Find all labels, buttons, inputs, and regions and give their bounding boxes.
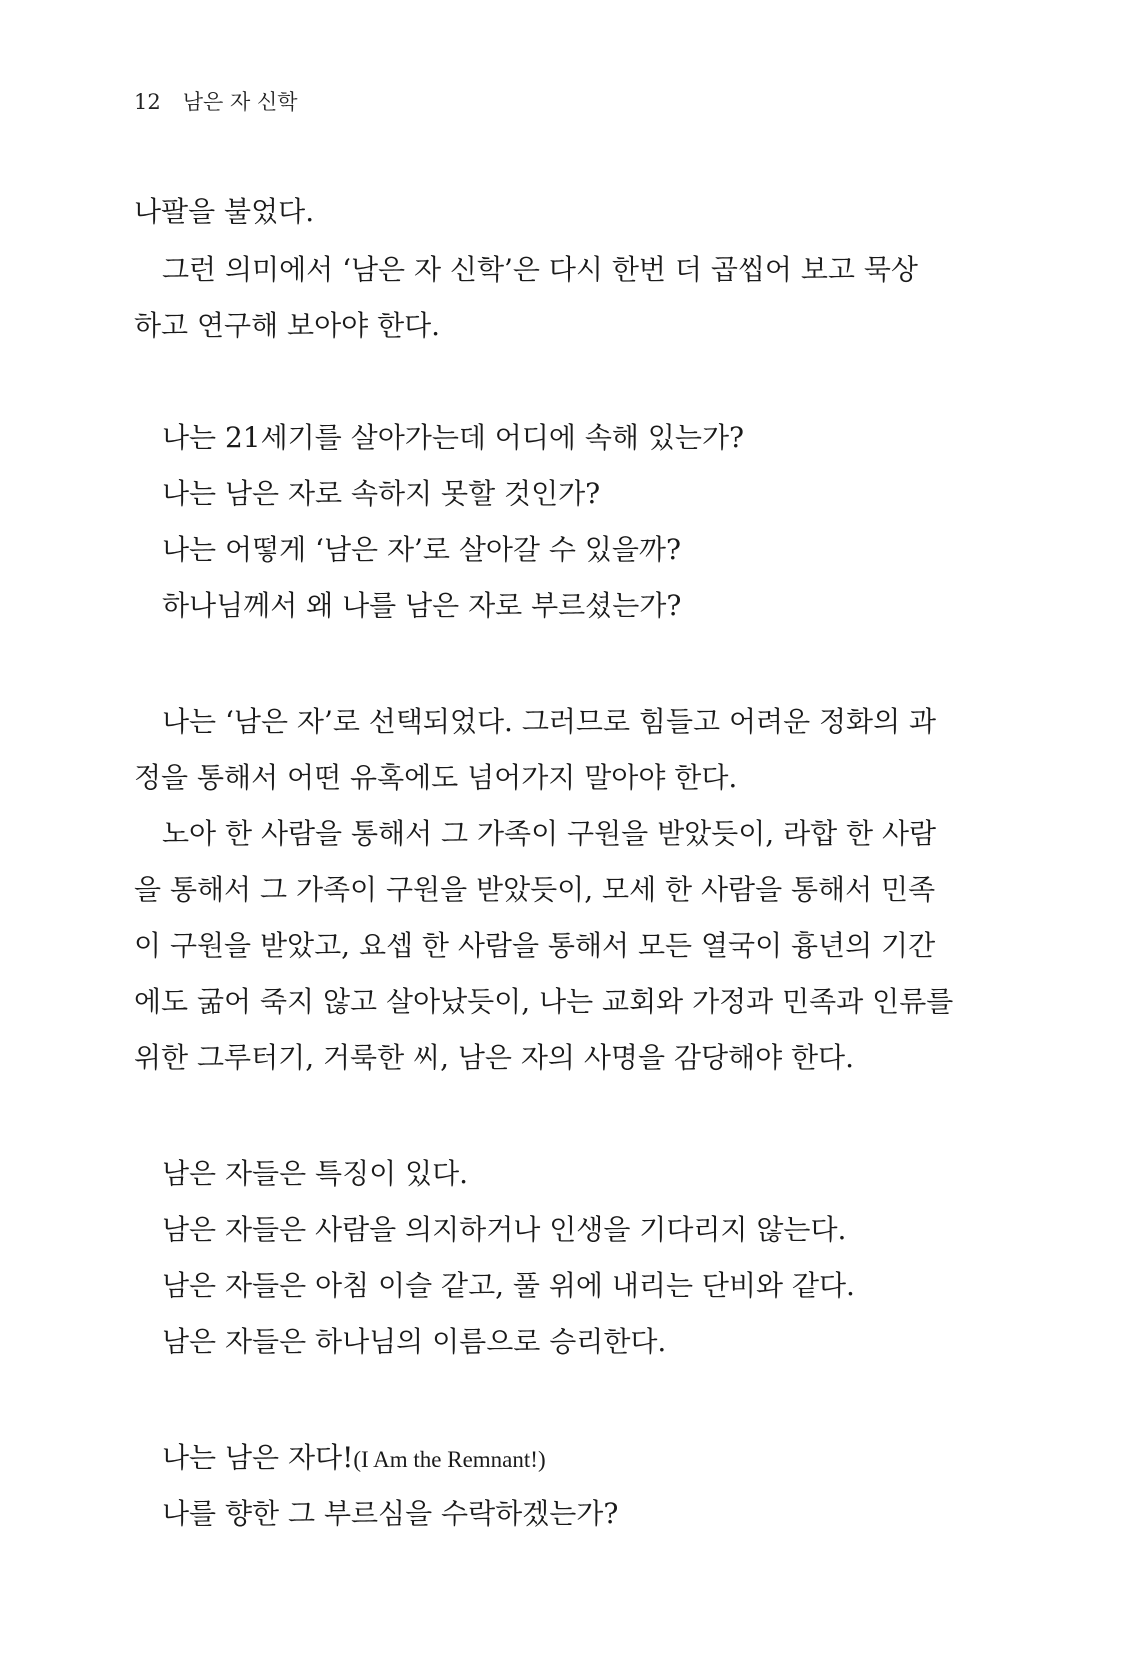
text-line [162,1438,546,1480]
text-line: 이 구원을 받았고, 요셉 한 사람을 통해서 모든 열국이 흉년의 기간 [134,929,936,962]
running-header [134,86,298,116]
text-line: 나는 남은 자로 속하지 못할 것인가? [162,477,601,510]
text-line: 남은 자들은 아침 이슬 같고, 풀 위에 내리는 단비와 같다. [162,1269,855,1302]
remnant-english: (I Am the Remnant!) [353,1447,546,1472]
text-line: 나팔을 불었다. [134,195,315,228]
text-line: 나는 어떻게 ‘남은 자’로 살아갈 수 있을까? [162,533,681,566]
text-line: 위한 그루터기, 거룩한 씨, 남은 자의 사명을 감당해야 한다. [134,1041,855,1074]
text-line: 을 통해서 그 가족이 구원을 받았듯이, 모세 한 사람을 통해서 민족 [134,873,936,906]
page-number: 12 [134,90,161,114]
text-line: 남은 자들은 특징이 있다. [162,1157,469,1190]
text-line: 남은 자들은 사람을 의지하거나 인생을 기다리지 않는다. [162,1213,847,1246]
text-line: 에도 굶어 죽지 않고 살아났듯이, 나는 교회와 가정과 민족과 인류를 [134,985,954,1018]
remnant-declaration: 나는 남은 자다! [162,1441,354,1474]
text-line: 남은 자들은 하나님의 이름으로 승리한다. [162,1325,667,1358]
text-line: 정을 통해서 어떤 유혹에도 넘어가지 말아야 한다. [134,761,738,794]
text-line: 하나님께서 왜 나를 남은 자로 부르셨는가? [162,589,682,622]
text-line: 나를 향한 그 부르심을 수락하겠는가? [162,1497,619,1530]
running-title: 남은 자 신학 [182,90,298,114]
text-line: 나는 ‘남은 자’로 선택되었다. 그러므로 힘들고 어려운 정화의 과 [162,705,937,738]
text-line: 나는 21세기를 살아가는데 어디에 속해 있는가? [162,421,745,454]
text-line: 노아 한 사람을 통해서 그 가족이 구원을 받았듯이, 라합 한 사람 [162,817,937,850]
text-line: 그런 의미에서 ‘남은 자 신학’은 다시 한번 더 곱씹어 보고 묵상 [162,253,918,286]
text-line: 하고 연구해 보아야 한다. [134,309,441,342]
